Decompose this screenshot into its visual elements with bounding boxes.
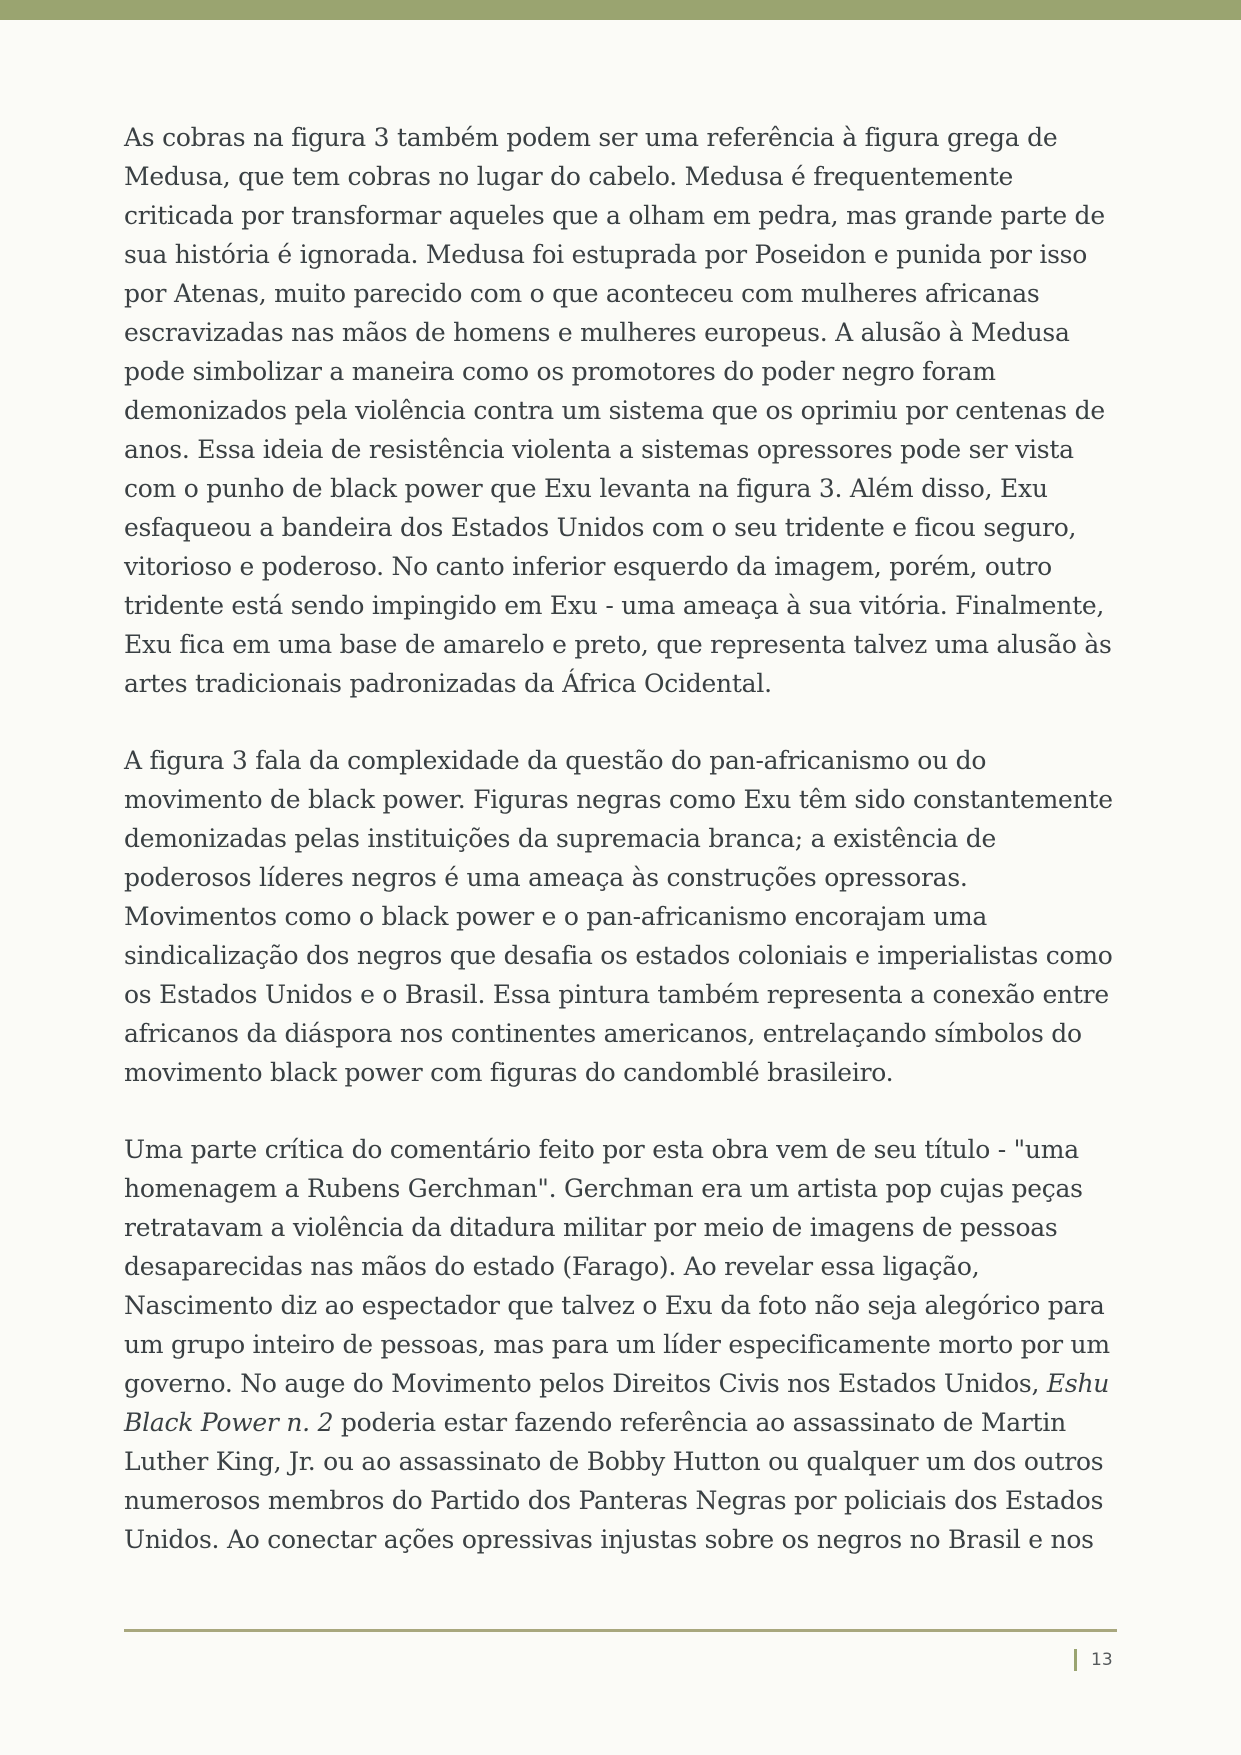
text-line <box>124 1403 1120 1442</box>
footer-divider <box>124 1629 1117 1632</box>
text-line: Medusa, que tem cobras no lugar do cabelo. Medusa é frequentemente <box>124 162 1014 191</box>
artwork-title-italic: Black Power n. 2 <box>124 1408 334 1437</box>
text-line: escravizadas nas mãos de homens e mulheres europeus. A alusão à Medusa <box>124 318 1070 347</box>
text-line: Nascimento diz ao espectador que talvez o Exu da foto não seja alegórico para <box>124 1291 1105 1320</box>
text-line: Unidos. Ao conectar ações opressivas injustas sobre os negros no Brasil e nos <box>124 1525 1094 1554</box>
text-line: vitorioso e poderoso. No canto inferior esquerdo da imagem, porém, outro <box>124 552 1052 581</box>
text-line: Uma parte crítica do comentário feito por esta obra vem de seu título - "uma <box>124 1135 1079 1164</box>
text-line: africanos da diáspora nos continentes americanos, entrelaçando símbolos do <box>124 1019 1082 1048</box>
text-line: A figura 3 fala da complexidade da questão do pan-africanismo ou do <box>124 746 987 775</box>
text-line: anos. Essa ideia de resistência violenta a sistemas opressores pode ser vista <box>124 435 1074 464</box>
text-line: retratavam a violência da ditadura militar por meio de imagens de pessoas <box>124 1213 1058 1242</box>
text-line: Exu fica em uma base de amarelo e preto, que representa talvez uma alusão às <box>124 630 1112 659</box>
page-number-block <box>1074 1647 1113 1673</box>
text-line: movimento de black power. Figuras negras como Exu têm sido constantemente <box>124 785 1113 814</box>
text-line: tridente está sendo impingido em Exu - uma ameaça à sua vitória. Finalmente, <box>124 591 1105 620</box>
text-line: com o punho de black power que Exu levanta na figura 3. Além disso, Exu <box>124 474 1048 503</box>
paragraph-3 <box>124 1130 1120 1559</box>
paragraph-2 <box>124 741 1120 1092</box>
text-line: poderosos líderes negros é uma ameaça às construções opressoras. <box>124 863 968 892</box>
text-line: criticada por transformar aqueles que a olham em pedra, mas grande parte de <box>124 201 1105 230</box>
text-line <box>124 1364 1120 1403</box>
text-line: por Atenas, muito parecido com o que aconteceu com mulheres africanas <box>124 279 1040 308</box>
text-line: artes tradicionais padronizadas da África Ocidental. <box>124 669 772 698</box>
paragraph-1 <box>124 118 1120 703</box>
text-line: esfaqueou a bandeira dos Estados Unidos com o seu tridente e ficou seguro, <box>124 513 1077 542</box>
artwork-title-italic: Eshu <box>1046 1369 1110 1398</box>
text-line: demonizados pela violência contra um sistema que os oprimiu por centenas de <box>124 396 1105 425</box>
text-line: um grupo inteiro de pessoas, mas para um líder especificamente morto por um <box>124 1330 1110 1359</box>
header-accent-bar <box>0 0 1241 20</box>
text-line: Luther King, Jr. ou ao assassinato de Bobby Hutton ou qualquer um dos outros <box>124 1447 1104 1476</box>
text-line: Movimentos como o black power e o pan-africanismo encorajam uma <box>124 902 988 931</box>
text-line: movimento black power com figuras do candomblé brasileiro. <box>124 1058 894 1087</box>
text-line: pode simbolizar a maneira como os promotores do poder negro foram <box>124 357 996 386</box>
text-line: demonizadas pelas instituições da supremacia branca; a existência de <box>124 824 997 853</box>
body-text <box>124 118 1120 1597</box>
page-number-marker <box>1074 1649 1077 1671</box>
page-number: 13 <box>1091 1650 1113 1670</box>
text-line: desaparecidas nas mãos do estado (Farago). Ao revelar essa ligação, <box>124 1252 980 1281</box>
text-line: os Estados Unidos e o Brasil. Essa pintura também representa a conexão entre <box>124 980 1109 1009</box>
text-line: As cobras na figura 3 também podem ser uma referência à figura grega de <box>124 123 1058 152</box>
text-line: numerosos membros do Partido dos Panteras Negras por policiais dos Estados <box>124 1486 1104 1515</box>
text-run: governo. No auge do Movimento pelos Direitos Civis nos Estados Unidos, <box>124 1369 1047 1398</box>
text-line: sua história é ignorada. Medusa foi estuprada por Poseidon e punida por isso <box>124 240 1088 269</box>
text-run: poderia estar fazendo referência ao assassinato de Martin <box>333 1408 1066 1437</box>
text-line: sindicalização dos negros que desafia os estados coloniais e imperialistas como <box>124 941 1113 970</box>
text-line: homenagem a Rubens Gerchman". Gerchman era um artista pop cujas peças <box>124 1174 1083 1203</box>
